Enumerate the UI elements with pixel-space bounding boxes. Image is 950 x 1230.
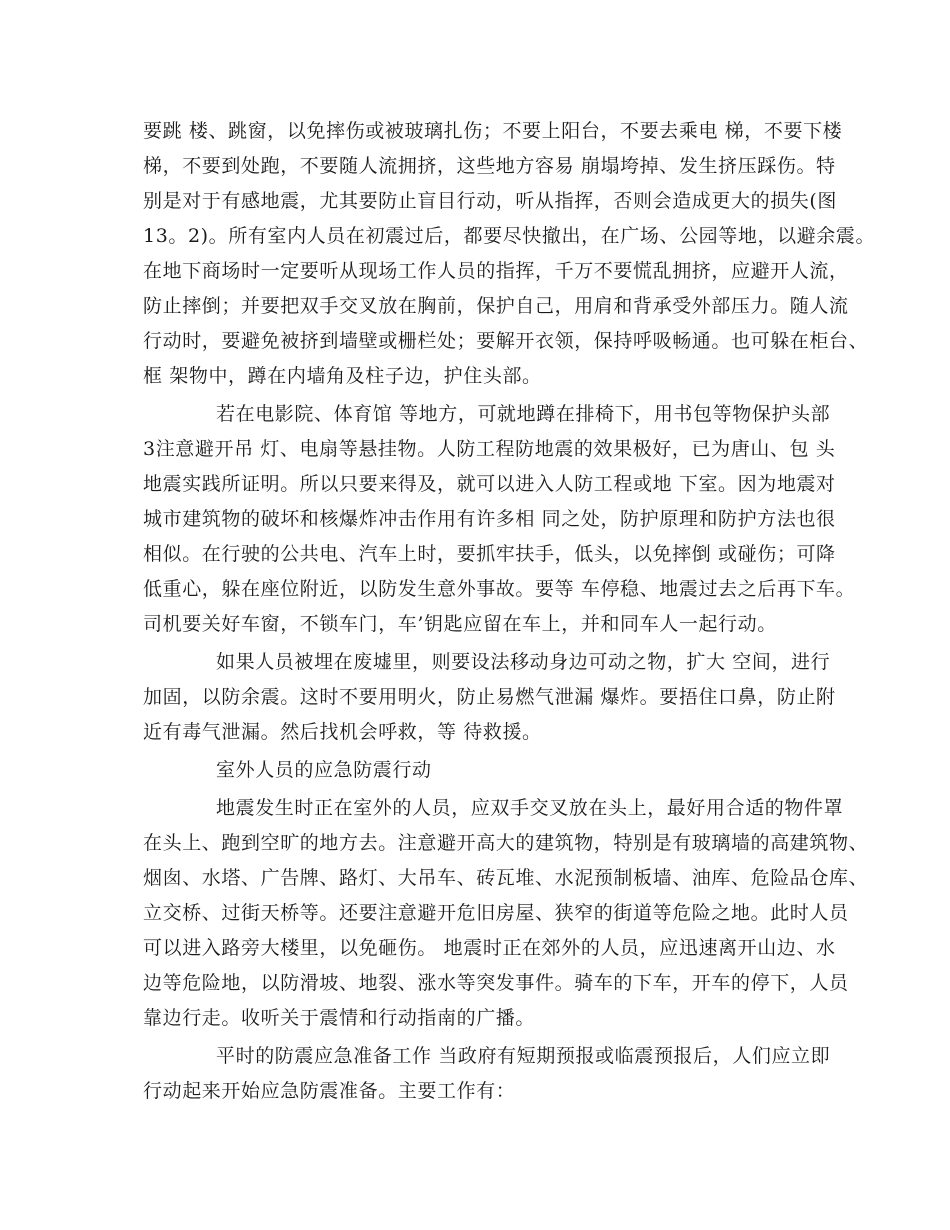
text-line: 烟囱、水塔、广告牌、路灯、大吊车、砖瓦堆、水泥预制板墙、油库、危险品仓库、 bbox=[143, 867, 869, 889]
text-line: 近有毒气泄漏。然后找机会呼救，等 待救援。 bbox=[143, 721, 542, 743]
paragraph-first-line: 地震发生时正在室外的人员，应双手交叉放在头上，最好用合适的物件罩 bbox=[216, 797, 844, 819]
text-line: 城市建筑物的破坏和核爆炸冲击作用有许多相 同之处，防护原理和防护方法也很 bbox=[143, 508, 836, 530]
text-line: 要跳 楼、跳窗，以免摔伤或被玻璃扎伤；不要上阳台，不要去乘电 梯，不要下楼 bbox=[143, 120, 843, 142]
paragraph-first-line: 若在电影院、体育馆 等地方，可就地蹲在排椅下，用书包等物保护头部 bbox=[216, 403, 831, 425]
text-line: 行动时，要避免被挤到墙壁或栅栏处；要解开衣领，保持呼吸畅通。也可躲在柜台、 bbox=[143, 330, 869, 352]
text-line: 防止摔倒；并要把双手交叉放在胸前，保护自己，用肩和背承受外部压力。随人流 bbox=[143, 295, 849, 317]
paragraph-first-line: 平时的防震应急准备工作 当政府有短期预报或临震预报后，人们应立即 bbox=[216, 1045, 831, 1067]
text-line: 在头上、跑到空旷的地方去。注意避开高大的建筑物，特别是有玻璃墙的高建筑物、 bbox=[143, 832, 869, 854]
paragraph-first-line: 如果人员被埋在废墟里，则要设法移动身边可动之物，扩大 空间，进行 bbox=[216, 651, 831, 673]
text-line: 13。2)。所有室内人员在初震过后，都要尽快撤出，在广场、公园等地，以避余震。 bbox=[143, 225, 876, 247]
text-line: 地震实践所证明。所以只要来得及，就可以进入人防工程或地 下室。因为地震对 bbox=[143, 473, 836, 495]
section-heading: 室外人员的应急防震行动 bbox=[216, 759, 432, 781]
text-line: 在地下商场时一定要听从现场工作人员的指挥，千万不要慌乱拥挤，应避开人流， bbox=[143, 260, 849, 282]
text-line: 加固，以防余震。这时不要用明火，防止易燃气泄漏 爆炸。要捂住口鼻，防止附 bbox=[143, 686, 836, 708]
text-line: 可以进入路旁大楼里，以免砸伤。 地震时正在郊外的人员，应迅速离开山边、水 bbox=[143, 937, 836, 959]
text-line: 3注意避开吊 灯、电扇等悬挂物。人防工程防地震的效果极好，已为唐山、包 头 bbox=[143, 438, 836, 460]
text-line: 低重心，躲在座位附近，以防发生意外事故。要等 车停稳、地震过去之后再下车。 bbox=[143, 578, 856, 600]
text-line: 靠边行走。收听关于震情和行动指南的广播。 bbox=[143, 1007, 536, 1029]
text-line: 框 架物中，蹲在内墙角及柱子边，护住头部。 bbox=[143, 365, 542, 387]
text-line: 行动起来开始应急防震准备。主要工作有： bbox=[143, 1080, 516, 1102]
text-line: 相似。在行驶的公共电、汽车上时，要抓牢扶手，低头，以免摔倒 或碰伤；可降 bbox=[143, 543, 836, 565]
text-line: 边等危险地，以防滑坡、地裂、涨水等突发事件。骑车的下车，开车的停下，人员 bbox=[143, 972, 849, 994]
text-line: 梯，不要到处跑，不要随人流拥挤，这些地方容易 崩塌垮掉、发生挤压踩伤。特 bbox=[143, 155, 836, 177]
text-line: 立交桥、过街天桥等。还要注意避开危旧房屋、狭窄的街道等危险之地。此时人员 bbox=[143, 902, 849, 924]
text-line: 别是对于有感地震，尤其要防止盲目行动，听从指挥，否则会造成更大的损失(图 bbox=[143, 190, 838, 212]
text-line: 司机要关好车窗，不锁车门，车’钥匙应留在车上，并和同车人一起行动。 bbox=[143, 613, 777, 635]
